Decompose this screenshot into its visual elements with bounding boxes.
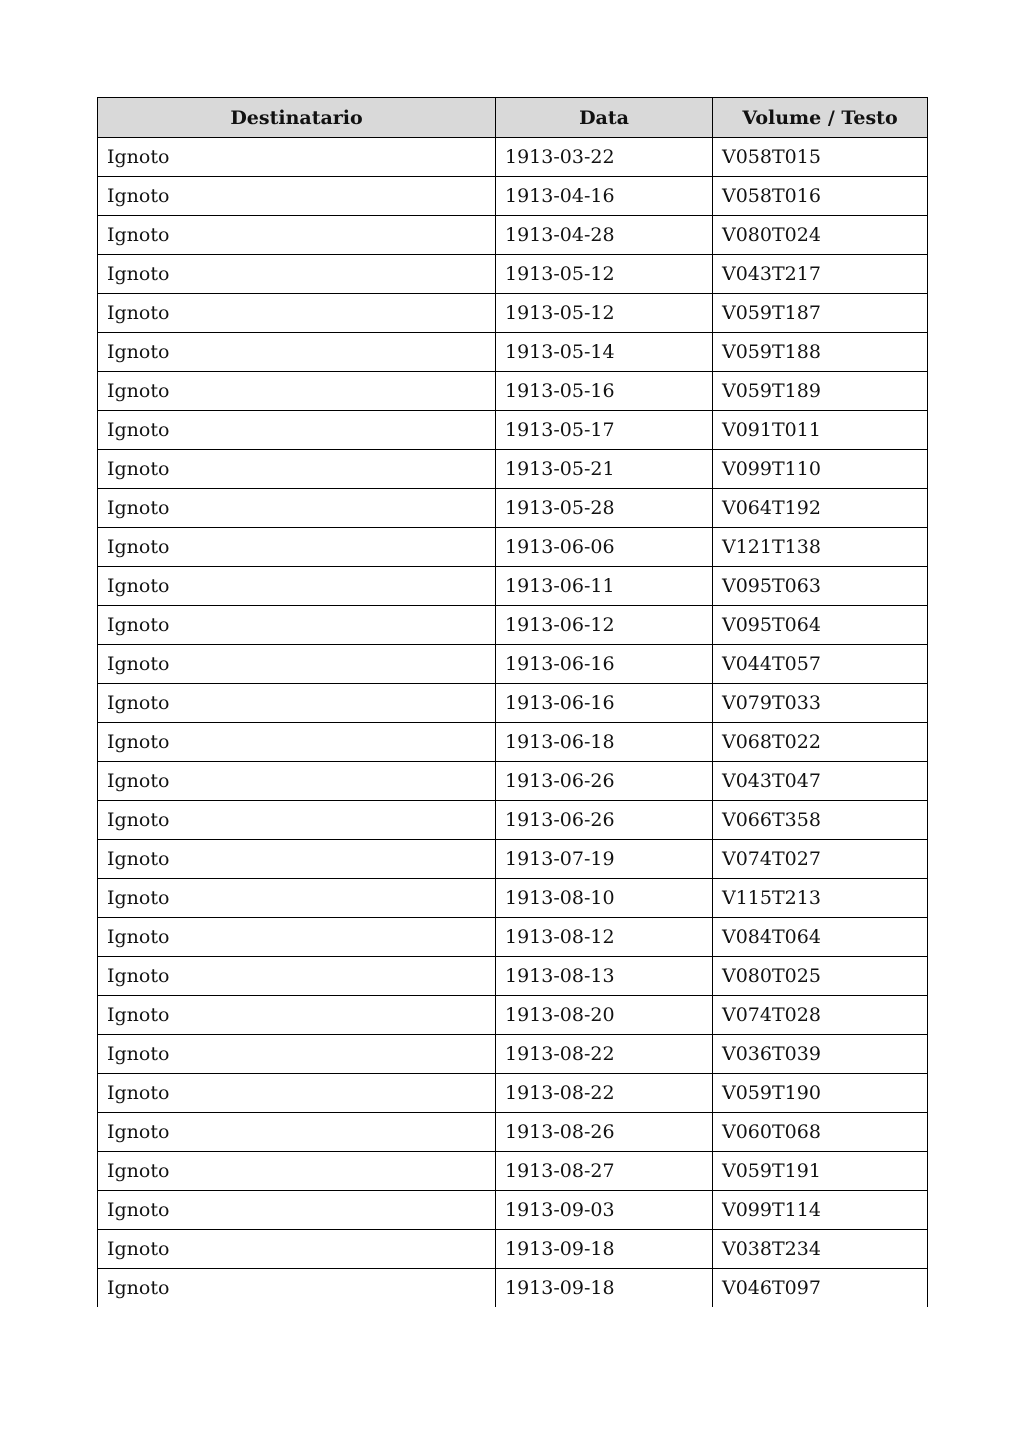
cell-destinatario: Ignoto <box>98 138 496 177</box>
cell-destinatario: Ignoto <box>98 1113 496 1152</box>
cell-destinatario: Ignoto <box>98 762 496 801</box>
cell-data: 1913-04-16 <box>496 177 713 216</box>
cell-volume-testo: V059T190 <box>713 1074 928 1113</box>
cell-data: 1913-05-17 <box>496 411 713 450</box>
cell-data: 1913-05-12 <box>496 255 713 294</box>
cell-data: 1913-08-13 <box>496 957 713 996</box>
table-row <box>98 762 928 801</box>
cell-volume-testo: V079T033 <box>713 684 928 723</box>
cell-volume-testo: V059T191 <box>713 1152 928 1191</box>
cell-volume-testo: V080T025 <box>713 957 928 996</box>
cell-volume-testo: V036T039 <box>713 1035 928 1074</box>
cell-volume-testo: V043T217 <box>713 255 928 294</box>
cell-data: 1913-06-16 <box>496 684 713 723</box>
cell-destinatario: Ignoto <box>98 489 496 528</box>
table-row <box>98 216 928 255</box>
cell-volume-testo: V121T138 <box>713 528 928 567</box>
cell-data: 1913-06-16 <box>496 645 713 684</box>
header-destinatario: Destinatario <box>98 98 496 138</box>
cell-volume-testo: V058T016 <box>713 177 928 216</box>
cell-destinatario: Ignoto <box>98 450 496 489</box>
cell-destinatario: Ignoto <box>98 645 496 684</box>
cell-volume-testo: V074T028 <box>713 996 928 1035</box>
cell-destinatario: Ignoto <box>98 1152 496 1191</box>
table-row <box>98 723 928 762</box>
cell-data: 1913-05-16 <box>496 372 713 411</box>
cell-data: 1913-08-22 <box>496 1074 713 1113</box>
cell-destinatario: Ignoto <box>98 684 496 723</box>
cell-volume-testo: V046T097 <box>713 1269 928 1308</box>
cell-destinatario: Ignoto <box>98 957 496 996</box>
cell-destinatario: Ignoto <box>98 372 496 411</box>
cell-data: 1913-05-28 <box>496 489 713 528</box>
table-row <box>98 996 928 1035</box>
table-row <box>98 1035 928 1074</box>
table-row <box>98 1191 928 1230</box>
cell-data: 1913-08-10 <box>496 879 713 918</box>
cell-destinatario: Ignoto <box>98 801 496 840</box>
cell-destinatario: Ignoto <box>98 840 496 879</box>
cell-destinatario: Ignoto <box>98 567 496 606</box>
table-row <box>98 528 928 567</box>
cell-volume-testo: V059T188 <box>713 333 928 372</box>
cell-data: 1913-08-22 <box>496 1035 713 1074</box>
cell-data: 1913-03-22 <box>496 138 713 177</box>
cell-destinatario: Ignoto <box>98 1269 496 1308</box>
cell-data: 1913-09-18 <box>496 1269 713 1308</box>
cell-destinatario: Ignoto <box>98 294 496 333</box>
table-row <box>98 1074 928 1113</box>
cell-destinatario: Ignoto <box>98 996 496 1035</box>
cell-data: 1913-06-18 <box>496 723 713 762</box>
table-row <box>98 918 928 957</box>
table-row <box>98 177 928 216</box>
table-row <box>98 567 928 606</box>
cell-destinatario: Ignoto <box>98 1074 496 1113</box>
cell-volume-testo: V066T358 <box>713 801 928 840</box>
cell-destinatario: Ignoto <box>98 528 496 567</box>
table-row <box>98 333 928 372</box>
cell-volume-testo: V115T213 <box>713 879 928 918</box>
table-row <box>98 489 928 528</box>
cell-volume-testo: V060T068 <box>713 1113 928 1152</box>
cell-data: 1913-06-06 <box>496 528 713 567</box>
table-row <box>98 255 928 294</box>
cell-volume-testo: V043T047 <box>713 762 928 801</box>
header-volume-testo: Volume / Testo <box>713 98 928 138</box>
cell-destinatario: Ignoto <box>98 918 496 957</box>
cell-volume-testo: V099T114 <box>713 1191 928 1230</box>
table-row <box>98 684 928 723</box>
cell-data: 1913-05-12 <box>496 294 713 333</box>
cell-destinatario: Ignoto <box>98 879 496 918</box>
cell-volume-testo: V074T027 <box>713 840 928 879</box>
table-row <box>98 957 928 996</box>
table-row <box>98 801 928 840</box>
cell-data: 1913-07-19 <box>496 840 713 879</box>
cell-destinatario: Ignoto <box>98 1035 496 1074</box>
header-row <box>98 98 928 138</box>
cell-volume-testo: V091T011 <box>713 411 928 450</box>
cell-destinatario: Ignoto <box>98 333 496 372</box>
cell-volume-testo: V044T057 <box>713 645 928 684</box>
table-row <box>98 1230 928 1269</box>
cell-volume-testo: V099T110 <box>713 450 928 489</box>
table-row <box>98 1269 928 1308</box>
table-row <box>98 606 928 645</box>
cell-destinatario: Ignoto <box>98 177 496 216</box>
cell-data: 1913-08-20 <box>496 996 713 1035</box>
cell-destinatario: Ignoto <box>98 255 496 294</box>
cell-data: 1913-04-28 <box>496 216 713 255</box>
document-page <box>97 97 927 1307</box>
table-header <box>98 98 928 138</box>
table-row <box>98 372 928 411</box>
table-row <box>98 879 928 918</box>
cell-data: 1913-08-27 <box>496 1152 713 1191</box>
cell-volume-testo: V095T064 <box>713 606 928 645</box>
cell-volume-testo: V080T024 <box>713 216 928 255</box>
table-row <box>98 1152 928 1191</box>
cell-destinatario: Ignoto <box>98 1191 496 1230</box>
cell-data: 1913-05-14 <box>496 333 713 372</box>
header-data: Data <box>496 98 713 138</box>
cell-data: 1913-06-26 <box>496 801 713 840</box>
table-row <box>98 294 928 333</box>
table-body <box>98 138 928 1308</box>
table-row <box>98 645 928 684</box>
cell-destinatario: Ignoto <box>98 1230 496 1269</box>
letters-table <box>97 97 928 1307</box>
cell-data: 1913-05-21 <box>496 450 713 489</box>
cell-volume-testo: V064T192 <box>713 489 928 528</box>
table-row <box>98 840 928 879</box>
cell-volume-testo: V095T063 <box>713 567 928 606</box>
table-row <box>98 1113 928 1152</box>
table-row <box>98 450 928 489</box>
cell-data: 1913-08-26 <box>496 1113 713 1152</box>
cell-volume-testo: V059T189 <box>713 372 928 411</box>
cell-volume-testo: V058T015 <box>713 138 928 177</box>
cell-volume-testo: V038T234 <box>713 1230 928 1269</box>
cell-data: 1913-08-12 <box>496 918 713 957</box>
cell-data: 1913-06-12 <box>496 606 713 645</box>
cell-volume-testo: V059T187 <box>713 294 928 333</box>
cell-data: 1913-06-11 <box>496 567 713 606</box>
table-row <box>98 411 928 450</box>
cell-destinatario: Ignoto <box>98 411 496 450</box>
cell-volume-testo: V068T022 <box>713 723 928 762</box>
cell-data: 1913-09-18 <box>496 1230 713 1269</box>
table-row <box>98 138 928 177</box>
cell-volume-testo: V084T064 <box>713 918 928 957</box>
cell-destinatario: Ignoto <box>98 216 496 255</box>
cell-destinatario: Ignoto <box>98 606 496 645</box>
cell-destinatario: Ignoto <box>98 723 496 762</box>
cell-data: 1913-06-26 <box>496 762 713 801</box>
cell-data: 1913-09-03 <box>496 1191 713 1230</box>
